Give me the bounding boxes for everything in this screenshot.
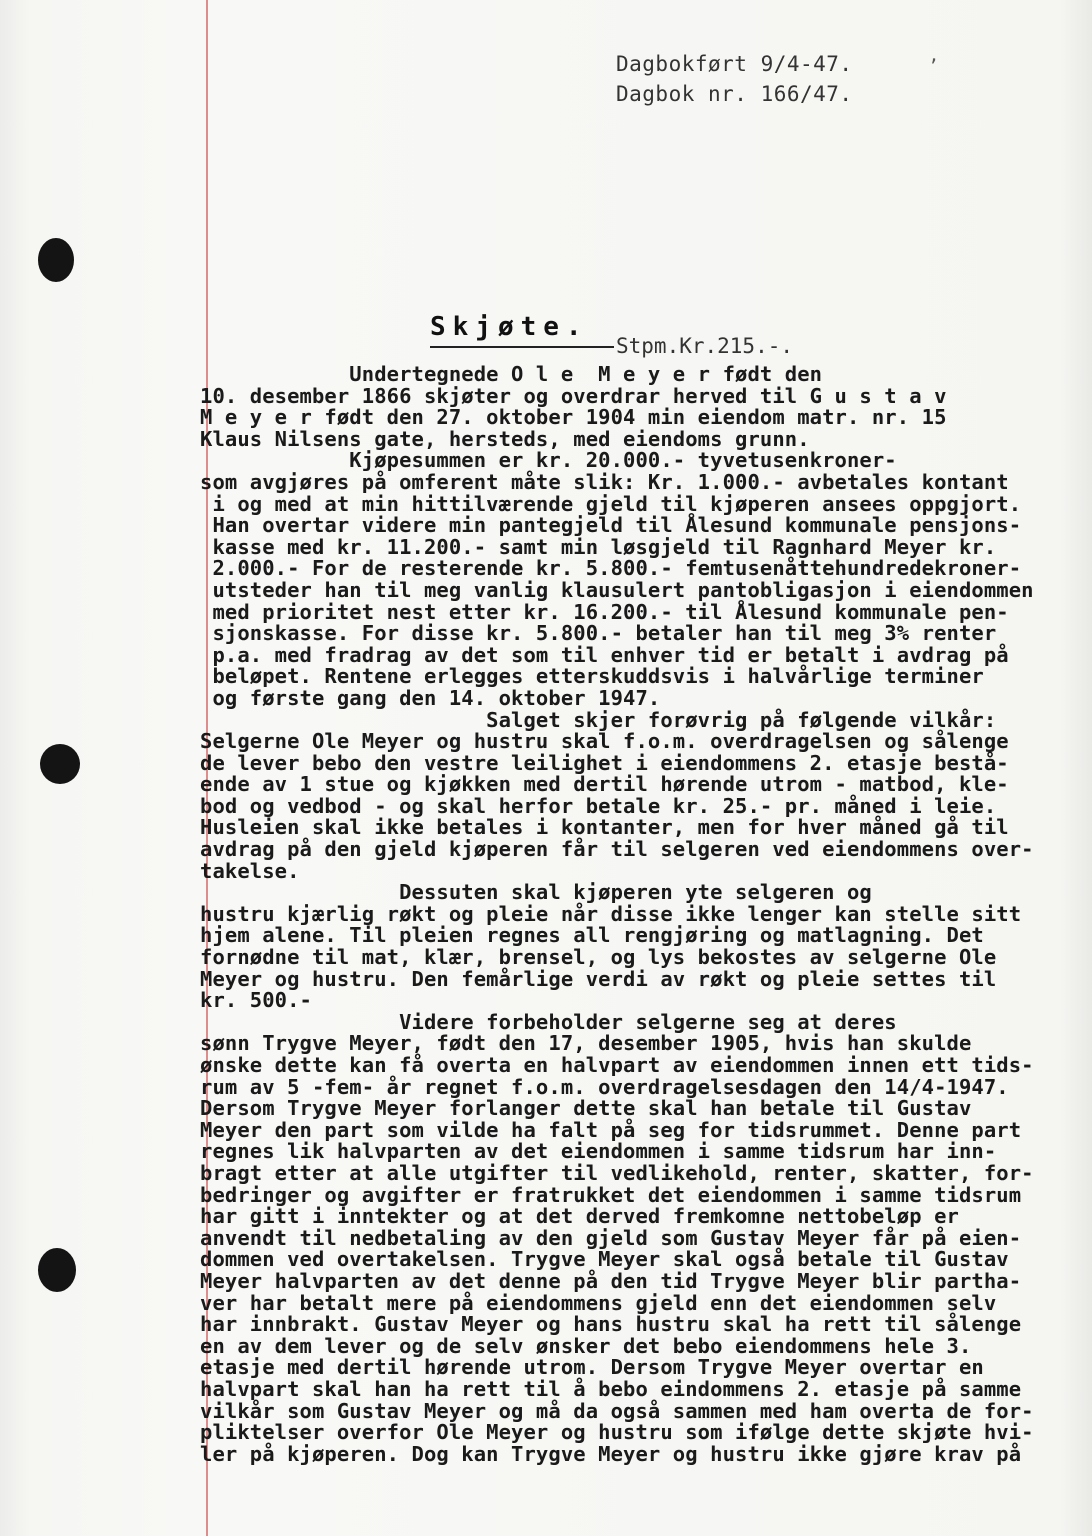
- pencil-mark: ʼ: [928, 56, 939, 77]
- body-line: beløpet. Rentene erlegges etterskuddsvis i halvårlige terminer: [200, 664, 984, 689]
- document-title: Skjøte.: [430, 312, 589, 342]
- body-line: ønske dette kan få overta en halvpart av eiendommen innen ett tids-: [200, 1053, 1034, 1077]
- body-line: de lever bebo den vestre leilighet i eiendommens 2. etasje bestå-: [200, 750, 1009, 775]
- body-line: med prioritet nest etter kr. 16.200.- til Ålesund kommunale pen-: [200, 599, 1009, 624]
- body-line: M e y e r født den 27. oktober 1904 min eiendom matr. nr. 15: [200, 405, 947, 430]
- body-line: avdrag på den gjeld kjøperen får til selgeren ved eiendommens over-: [200, 837, 1034, 862]
- body-line: Meyer og hustru. Den femårlige verdi av røkt og pleie settes til: [200, 966, 997, 991]
- body-line: hjem alene. Til pleien regnes all rengjøring og matlagning. Det: [200, 923, 984, 948]
- body-line: Videre forbeholder selgerne seg at deres: [200, 1009, 897, 1034]
- body-line: Meyer halvparten av det denne på den tid Trygve Meyer blir partha-: [200, 1268, 1022, 1293]
- body-line: sønn Trygve Meyer, født den 17, desember 1905, hvis han skulde: [200, 1031, 972, 1056]
- body-line: Kjøpesummen er kr. 20.000.- tyvetusenkroner-: [200, 448, 897, 473]
- body-line: halvpart skal han ha rett til å bebo eindommens 2. etasje på samme: [200, 1376, 1022, 1401]
- body-line: Husleien skal ikke betales i kontanter, men for hver måned gå til: [200, 815, 1009, 840]
- body-line: ver har betalt mere på eiendommens gjeld enn det eiendommen selv: [200, 1290, 997, 1315]
- body-line: bod og vedbod - og skal herfor betale kr. 25.- pr. måned i leie.: [200, 793, 997, 818]
- body-line: Selgerne Ole Meyer og hustru skal f.o.m. overdragelsen og sålenge: [200, 729, 1009, 754]
- body-line: en av dem lever og de selv ønsker det bebo eiendommens hele 3.: [200, 1333, 972, 1358]
- document-body: [200, 364, 1060, 1465]
- body-line: utsteder han til meg vanlig klausulert pantobligasjon i eiendommen: [200, 577, 1034, 602]
- body-line: takelse.: [200, 858, 300, 883]
- body-line: kasse med kr. 11.200.- samt min løsgjeld til Ragnhard Meyer kr.: [200, 534, 997, 559]
- body-line: Salget skjer forøvrig på følgende vilkår:: [200, 707, 997, 732]
- punch-hole-middle: [40, 744, 80, 784]
- body-line: anvendt til nedbetaling av den gjeld som Gustav Meyer får på eien-: [200, 1225, 1022, 1250]
- dagbokfort-stamp: Dagbokført 9/4-47.: [616, 52, 853, 76]
- body-line: har gitt i inntekter og at det derved fremkomne nettobeløp er: [200, 1204, 959, 1229]
- stamp-duty: Stpm.Kr.215.-.: [616, 334, 794, 358]
- body-line: regnes lik halvparten av det eiendommen i samme tidsrum har inn-: [200, 1139, 997, 1164]
- body-line: dommen ved overtakelsen. Trygve Meyer skal også betale til Gustav: [200, 1247, 1009, 1272]
- body-line: Dersom Trygve Meyer forlanger dette skal han betale til Gustav: [200, 1096, 972, 1121]
- body-line: Dessuten skal kjøperen yte selgeren og: [200, 880, 872, 905]
- punch-hole-top: [38, 238, 74, 282]
- body-line: fornødne til mat, klær, brensel, og lys bekostes av selgerne Ole: [200, 945, 997, 970]
- body-line: pliktelser overfor Ole Meyer og hustru som ifølge dette skjøte hvi-: [200, 1420, 1034, 1445]
- body-line: ende av 1 stue og kjøkken med dertil hørende utrom - matbod, kle-: [200, 772, 1009, 797]
- body-line: sjonskasse. For disse kr. 5.800.- betaler han til meg 3% renter: [200, 621, 997, 646]
- title-underline: [430, 346, 614, 348]
- body-line: som avgjøres på omferent måte slik: Kr. 1.000.- avbetales kontant: [200, 469, 1009, 494]
- body-line: p.a. med fradrag av det som til enhver tid er betalt i avdrag på: [200, 642, 1009, 667]
- body-line: rum av 5 -fem- år regnet f.o.m. overdragelsesdagen den 14/4-1947.: [200, 1074, 1009, 1099]
- dagbok-number: Dagbok nr. 166/47.: [616, 82, 853, 106]
- body-line: Klaus Nilsens gate, hersteds, med eiendoms grunn.: [200, 426, 810, 451]
- body-line: Meyer den part som vilde ha falt på seg for tidsrummet. Denne part: [200, 1117, 1022, 1142]
- punch-hole-bottom: [38, 1248, 76, 1292]
- body-line: 2.000.- For de resterende kr. 5.800.- femtusenåttehundredekroner-: [200, 556, 1022, 581]
- body-line: i og med at min hittilværende gjeld til kjøperen ansees oppgjort.: [200, 491, 1022, 516]
- body-line: bedringer og avgifter er fratrukket det eiendommen i samme tidsrum: [200, 1182, 1022, 1207]
- body-line: ler på kjøperen. Dog kan Trygve Meyer og hustru ikke gjøre krav på: [200, 1441, 1022, 1466]
- body-line: hustru kjærlig røkt og pleie når disse ikke lenger kan stelle sitt: [200, 901, 1022, 926]
- body-line: kr. 500.-: [200, 988, 312, 1013]
- body-line: etasje med dertil hørende utrom. Dersom Trygve Meyer overtar en: [200, 1355, 984, 1380]
- body-line: Han overtar videre min pantegjeld til Ålesund kommunale pensjons-: [200, 513, 1022, 538]
- body-line: bragt etter at alle utgifter til vedlikehold, renter, skatter, for-: [200, 1160, 1034, 1185]
- body-line: 10. desember 1866 skjøter og overdrar herved til G u s t a v: [200, 383, 947, 408]
- body-line: Undertegnede O l e M e y e r født den: [200, 362, 823, 386]
- body-line: og første gang den 14. oktober 1947.: [200, 685, 661, 710]
- body-line: vilkår som Gustav Meyer og må da også sammen med ham overta de for-: [200, 1398, 1034, 1423]
- body-line: har innbrakt. Gustav Meyer og hans hustru skal ha rett til sålenge: [200, 1312, 1022, 1337]
